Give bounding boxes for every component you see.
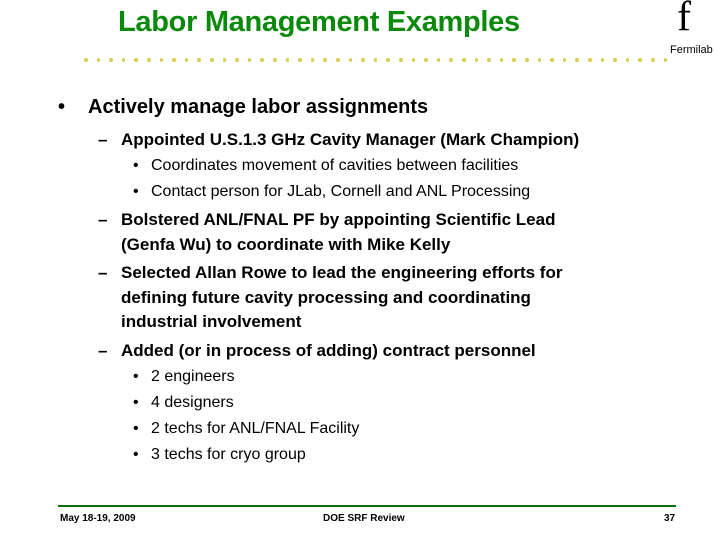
bullet-text: Coordinates movement of cavities between facilities xyxy=(151,157,519,174)
bullet-text: 2 techs for ANL/FNAL Facility xyxy=(151,420,360,437)
divider-dot xyxy=(248,58,252,62)
divider-dot xyxy=(626,58,630,62)
bullet-text: Contact person for JLab, Cornell and ANL Processing xyxy=(151,183,531,200)
divider-dot xyxy=(601,58,605,62)
bullet-marker: • xyxy=(133,394,139,411)
divider-dot xyxy=(487,58,491,62)
divider-dot xyxy=(122,58,126,62)
divider-dot xyxy=(349,58,353,62)
divider-dot xyxy=(323,58,327,62)
divider-dot xyxy=(500,58,504,62)
divider-dot xyxy=(223,58,227,62)
dotted-divider xyxy=(84,58,674,64)
divider-dot xyxy=(147,58,151,62)
bullet-text: industrial involvement xyxy=(121,312,302,331)
divider-dot xyxy=(109,58,113,62)
divider-dot xyxy=(134,58,138,62)
bullet-marker: • xyxy=(133,368,139,385)
footer-page-number: 37 xyxy=(664,513,676,524)
bullet-marker: • xyxy=(133,157,139,174)
divider-dot xyxy=(273,58,277,62)
bullet-marker: • xyxy=(133,420,139,437)
divider-dot xyxy=(160,58,164,62)
divider-dot xyxy=(172,58,176,62)
divider-dot xyxy=(235,58,239,62)
bullet-marker: – xyxy=(98,263,108,282)
divider-dot xyxy=(361,58,365,62)
bullet-text: Selected Allan Rowe to lead the engineering efforts for xyxy=(121,263,563,282)
bullet-text: Added (or in process of adding) contract personnel xyxy=(121,341,536,360)
bullet-text: defining future cavity processing and coordinating xyxy=(121,288,531,307)
footer-rule xyxy=(58,505,676,507)
divider-dot xyxy=(437,58,441,62)
divider-dot xyxy=(84,58,88,62)
divider-dot xyxy=(538,58,542,62)
bullet-text: Bolstered ANL/FNAL PF by appointing Scientific Lead xyxy=(121,210,556,229)
divider-dot xyxy=(260,58,264,62)
divider-dot xyxy=(512,58,516,62)
bullet-text: (Genfa Wu) to coordinate with Mike Kelly xyxy=(121,235,451,254)
divider-dot xyxy=(462,58,466,62)
divider-dot xyxy=(286,58,290,62)
bullet-marker: – xyxy=(98,341,108,360)
divider-dot xyxy=(550,58,554,62)
divider-dot xyxy=(374,58,378,62)
divider-dot xyxy=(185,58,189,62)
fermilab-logo-icon: f xyxy=(677,0,691,40)
divider-dot xyxy=(525,58,529,62)
divider-dot xyxy=(638,58,642,62)
divider-dot xyxy=(563,58,567,62)
slide-title: Labor Management Examples xyxy=(118,6,520,38)
bullet-marker: • xyxy=(58,96,66,118)
bullet-text: 2 engineers xyxy=(151,368,235,385)
bullet-text: Actively manage labor assignments xyxy=(88,96,429,118)
divider-dot xyxy=(298,58,302,62)
bullet-marker: – xyxy=(98,130,108,149)
divider-dot xyxy=(386,58,390,62)
bullet-text: Appointed U.S.1.3 GHz Cavity Manager (Mark Champion) xyxy=(121,130,580,149)
divider-dot xyxy=(588,58,592,62)
bullet-text: 4 designers xyxy=(151,394,234,411)
divider-dot xyxy=(575,58,579,62)
footer-event: DOE SRF Review xyxy=(323,513,405,524)
bullet-marker: • xyxy=(133,183,139,200)
bullet-text: 3 techs for cryo group xyxy=(151,446,306,463)
bullet-marker: • xyxy=(133,446,139,463)
divider-dot xyxy=(311,58,315,62)
divider-dot xyxy=(210,58,214,62)
divider-dot xyxy=(449,58,453,62)
divider-dot xyxy=(97,58,101,62)
divider-dot xyxy=(651,58,655,62)
divider-dot xyxy=(412,58,416,62)
divider-dot xyxy=(664,58,668,62)
divider-dot xyxy=(475,58,479,62)
bullet-marker: – xyxy=(98,210,108,229)
divider-dot xyxy=(613,58,617,62)
divider-dot xyxy=(197,58,201,62)
divider-dot xyxy=(336,58,340,62)
divider-dot xyxy=(424,58,428,62)
footer-date: May 18-19, 2009 xyxy=(60,513,136,524)
divider-dot xyxy=(399,58,403,62)
logo-text: Fermilab xyxy=(670,44,713,56)
